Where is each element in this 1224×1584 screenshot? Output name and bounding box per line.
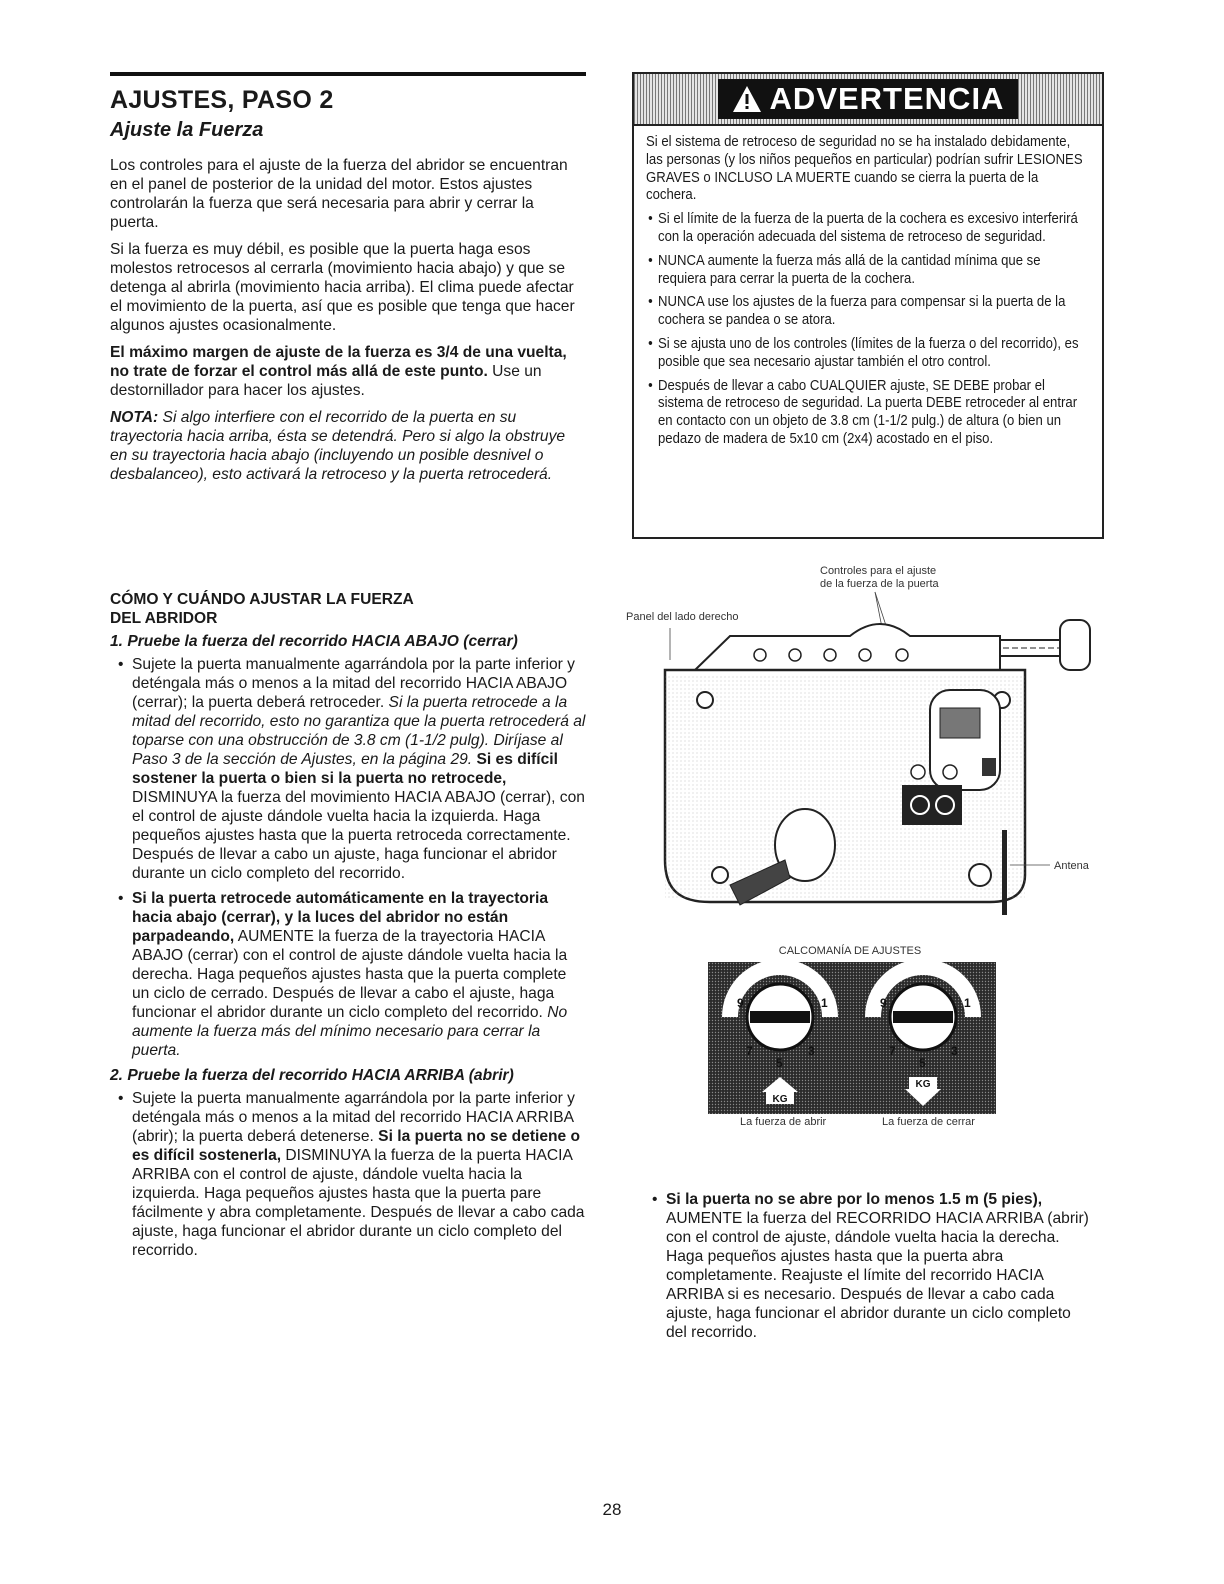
- decal-title: CALCOMANÍA DE AJUSTES: [778, 945, 922, 957]
- dial-number: 5: [776, 1056, 783, 1070]
- antenna: [1002, 830, 1007, 915]
- s2b1-text: Sujete la puerta manualmente agarrándola por la parte inferior y deténgala más o menos a la mitad del recorrido HACIA ARRIBA (abrir); la puerta deberá detenerse.: [132, 1090, 575, 1145]
- warning-item: • NUNCA aumente la fuerza más allá de la cantidad mínima que se requiera para cerrar la puerta de la cochera.: [658, 253, 1090, 289]
- s2b1-rest: DISMINUYA la fuerza de la puerta HACIA ARRIBA con el control de ajuste, dándole vuelta hacia la izquierda. Haga pequeños ajustes hasta que la puerta pare fácilmente y abra completamente. Después de llevar a cabo cada ajuste, haga funcionar el abridor durante un ciclo completo del recorrido.: [132, 1147, 585, 1259]
- label-controls-line2: de la fuerza de la puerta: [820, 578, 939, 590]
- section-title-line1: CÓMO Y CUÁNDO AJUSTAR LA FUERZA: [110, 591, 414, 608]
- page-title: AJUSTES, PASO 2: [110, 86, 334, 114]
- s1b1-bold: Si es difícil sostener la puerta o bien si la puerta no retrocede,: [132, 751, 558, 787]
- page-number: 28: [602, 1500, 622, 1519]
- dial-number: 7: [746, 1044, 753, 1058]
- kg-label: KG: [772, 1094, 788, 1105]
- section-title-line2: DEL ABRIDOR: [110, 610, 218, 627]
- dial-number: 3: [951, 1044, 958, 1058]
- step-1-bullet-1: [132, 655, 586, 883]
- s1b1-rest: DISMINUYA la fuerza del movimiento HACIA ABAJO (cerrar), con el control de ajuste dándole vuelta hacia la izquierda. Haga pequeños ajustes hasta que la puerta retroceda correctamente. Después de llevar a cabo un ajuste, haga funcionar el abridor durante un ciclo completo del recorrido.: [132, 789, 585, 882]
- s1b1-italic: Si la puerta retrocede a la mitad del recorrido, esto no garantiza que la puerta retrocederá al toparse con una obstrucción de 3.8 cm (1-1/2 pulg). Diríjase al Paso 3 de la sección de Ajustes, en la página 29.: [132, 694, 586, 768]
- step-1-list: [110, 655, 586, 1060]
- note-paragraph: [110, 408, 586, 484]
- warning-item: • Después de llevar a cabo CUALQUIER ajuste, SE DEBE probar el sistema de retroceso de seguridad. La puerta DEBE retroceder al entrar en contacto con un objeto de 3.8 cm (1-1/2 pulg.) de altura (o bien un pedazo de madera de 5x10 cm (2x4) acostado en el piso.: [658, 378, 1090, 449]
- dial-number: 1: [821, 996, 828, 1010]
- open-force-bullet: [666, 1190, 1092, 1342]
- label-antenna: Antena: [1054, 860, 1089, 872]
- adjustment-decal: [708, 962, 996, 1114]
- warning-header: [634, 74, 1102, 126]
- s1b2-italic: No aumente la fuerza más del mínimo necesario para cerrar la puerta.: [132, 1004, 568, 1059]
- s1b1-text: Sujete la puerta manualmente agarrándola por la parte inferior y deténgala más o menos a la mitad del recorrido HACIA ABAJO (cerrar); la puerta deberá retroceder.: [132, 656, 575, 711]
- step-1-bullet-2: [132, 889, 586, 1060]
- caption-close-force: La fuerza de cerrar: [882, 1116, 975, 1128]
- dial-number: 5: [919, 1056, 926, 1070]
- warning-body: [634, 126, 1102, 449]
- right-bottom-text: [652, 1190, 1092, 1348]
- left-column: [110, 72, 586, 492]
- label-controls-line1: Controles para el ajuste: [820, 565, 937, 577]
- warning-title-badge: [718, 79, 1019, 119]
- warning-list: [646, 211, 1090, 449]
- step-2-title: 2. Pruebe la fuerza del recorrido HACIA ARRIBA (abrir): [110, 1067, 514, 1084]
- motor-unit-illustration: [626, 560, 1100, 920]
- dial-number: 3: [808, 1044, 815, 1058]
- s1b2-bold: Si la puerta retrocede automáticamente en la trayectoria hacia abajo (cerrar), y la luces del abridor no están parpadeando,: [132, 890, 548, 945]
- note-label: NOTA:: [110, 409, 159, 426]
- kg-label: KG: [915, 1079, 931, 1090]
- dial-number: 7: [889, 1044, 896, 1058]
- dial-number: 1: [964, 996, 971, 1010]
- step-1-title: 1. Pruebe la fuerza del recorrido HACIA ABAJO (cerrar): [110, 633, 518, 650]
- page-subtitle: Ajuste la Fuerza: [110, 119, 264, 141]
- s2b1-bold: Si la puerta no se detiene o es difícil sostenerla,: [132, 1128, 581, 1164]
- how-when-section: [110, 590, 586, 1266]
- warning-title: ADVERTENCIA: [769, 81, 1005, 116]
- step-2-bullet-1: [132, 1089, 586, 1260]
- label-right-panel: Panel del lado derecho: [626, 611, 739, 623]
- note-text: Si algo interfiere con el recorrido de la puerta en su trayectoria hacia arriba, ésta se detendrá. Pero si algo la obstruye en su trayectoria hacia abajo (incluyendo un posible desnivel o desbalanceo), esto activará la retroceso y la puerta retrocederá.: [110, 409, 566, 483]
- open-force-bold: Si la puerta no se abre por lo menos 1.5 m (5 pies),: [666, 1191, 1043, 1208]
- step-2-list: [110, 1089, 586, 1260]
- dial-number: 9: [880, 996, 887, 1010]
- max-adjust-rest: Use un destornillador para hacer los ajustes.: [110, 363, 542, 399]
- warning-triangle-icon: [732, 85, 762, 113]
- title-rule: [110, 72, 586, 76]
- warning-box: [632, 72, 1104, 539]
- warning-intro: Si el sistema de retroceso de seguridad no se ha instalado debidamente, las personas (y los niños pequeños en particular) podrían sufrir LESIONES GRAVES o INCLUSO LA MUERTE cuando se cierra la puerta de la cochera.: [646, 134, 1083, 204]
- intro-paragraph-1: Los controles para el ajuste de la fuerza del abridor se encuentran en el panel de posterior de la unidad del motor. Estos ajustes controlarán la fuerza que será necesaria para abrir y cerrar la puerta.: [110, 157, 568, 231]
- caption-open-force: La fuerza de abrir: [740, 1116, 827, 1128]
- warning-item: • Si el límite de la fuerza de la puerta de la cochera es excesivo interferirá con la operación adecuada del sistema de retroceso de seguridad.: [658, 211, 1090, 247]
- open-force-list: [652, 1190, 1092, 1342]
- warning-item: • NUNCA use los ajustes de la fuerza para compensar si la puerta de la cochera se pandea o se atora.: [658, 294, 1090, 330]
- dial-number: 9: [737, 996, 744, 1010]
- intro-paragraph-3: [110, 343, 586, 400]
- max-adjust-bold: El máximo margen de ajuste de la fuerza es 3/4 de una vuelta, no trate de forzar el control más allá de este punto.: [110, 344, 567, 380]
- s1b2-text: AUMENTE la fuerza de la trayectoria HACIA ABAJO (cerrar) con el control de ajuste dándole vuelta hacia la derecha. Haga pequeños ajustes hasta que la puerta complete un ciclo de cerrado. Después de llevar a cabo el ajuste, haga funcionar el abridor durante un ciclo completo del recorrido.: [132, 928, 568, 1021]
- warning-item: • Si se ajusta uno de los controles (límites de la fuerza o del recorrido), es posible que sea necesario ajustar también el otro control.: [658, 336, 1090, 372]
- intro-paragraph-2: Si la fuerza es muy débil, es posible que la puerta haga esos molestos retrocesos al cerrarla (movimiento hacia abajo) y que se detenga al abrirla (movimiento hacia arriba). El clima puede afectar el movimiento de la puerta, así que es posible que tenga que hacer algunos ajustes ocasionalmente.: [110, 241, 575, 334]
- open-force-text: AUMENTE la fuerza del RECORRIDO HACIA ARRIBA (abrir) con el control de ajuste, dándole vuelta hacia la derecha. Haga pequeños ajustes hasta que la puerta abra completamente. Reajuste el límite del recorrido HACIA ARRIBA si es necesario. Después de llevar a cabo cada ajuste, haga funcionar el abridor durante un ciclo completo del recorrido.: [666, 1210, 1089, 1341]
- top-cover: [695, 624, 1000, 670]
